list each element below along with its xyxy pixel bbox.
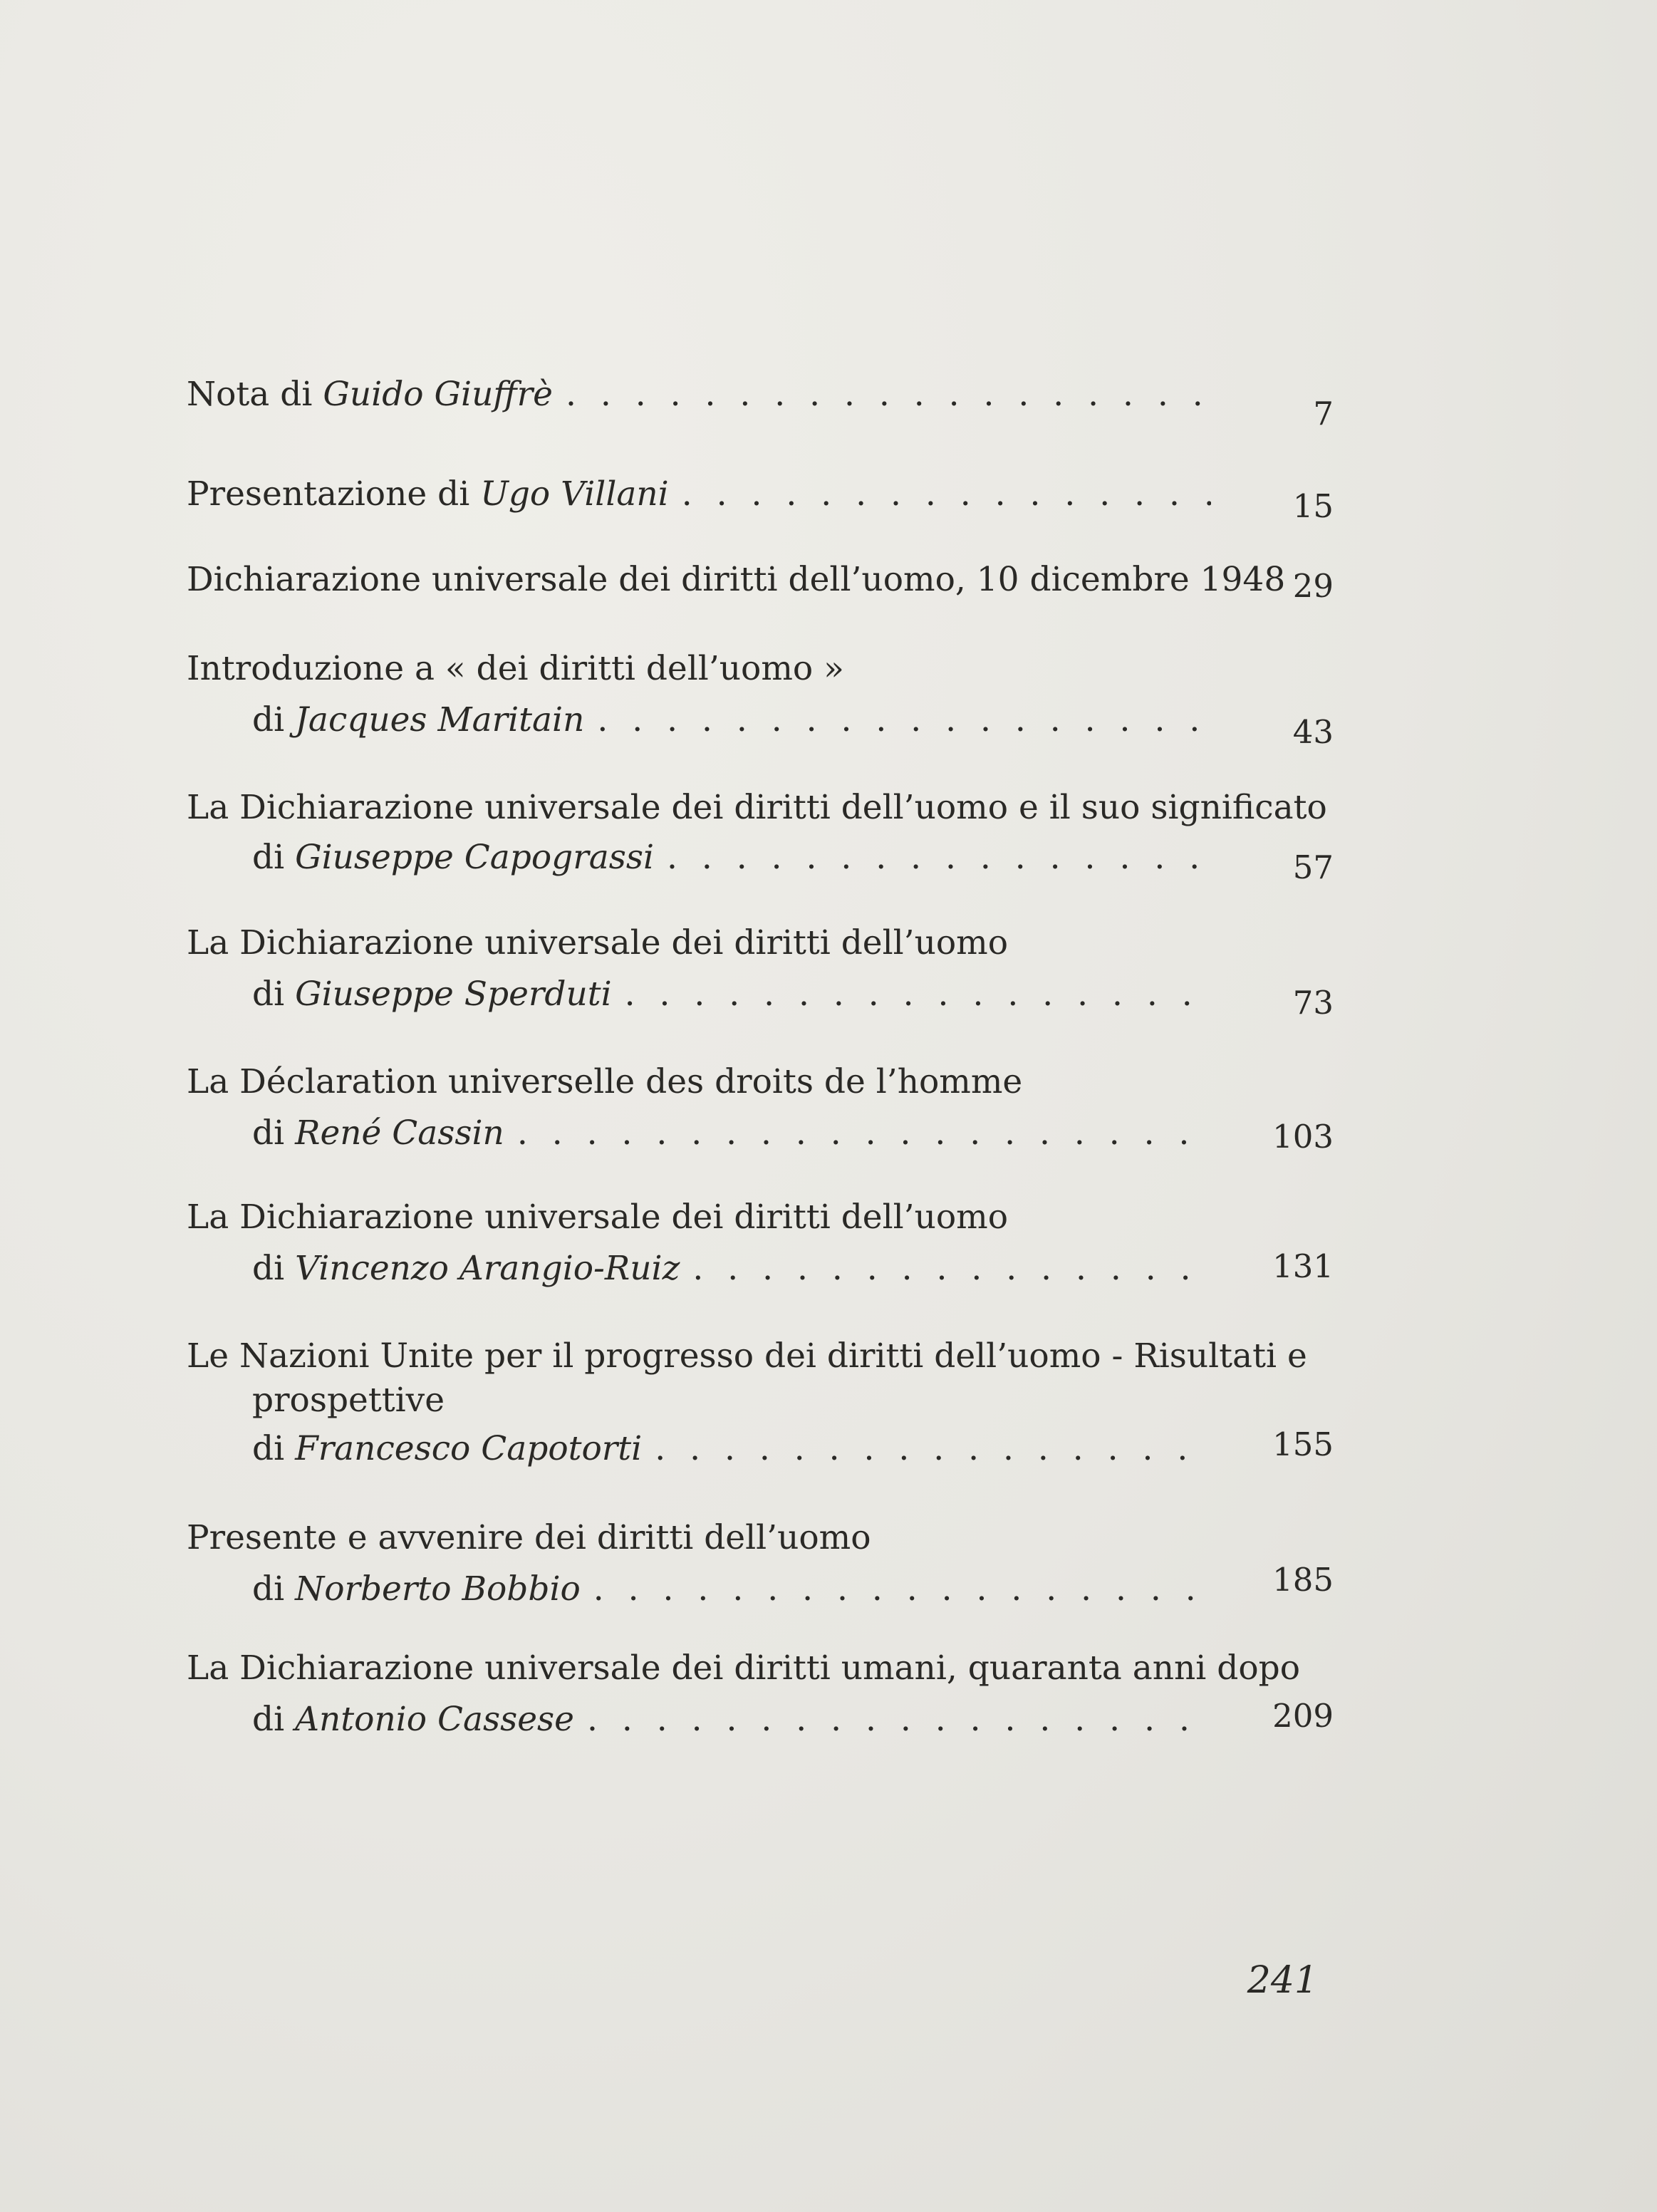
dot-leader — [566, 378, 1211, 411]
by-prefix: di — [252, 700, 285, 739]
toc-entry-author: Vincenzo Arangio-Ruiz — [295, 1249, 680, 1288]
toc-entry-page: 7 — [1313, 395, 1334, 432]
toc-entry-page: 15 — [1292, 487, 1334, 525]
by-prefix: di — [252, 1249, 285, 1288]
toc-entry-author: Jacques Maritain — [295, 700, 585, 739]
toc-entry-author: René Cassin — [295, 1113, 504, 1153]
toc-entry-page: 155 — [1272, 1426, 1334, 1463]
toc-entry-page: 131 — [1272, 1247, 1334, 1285]
by-prefix: di — [252, 975, 285, 1014]
toc-entry-title: Presentazione di — [187, 474, 470, 514]
toc-entry-title: Le Nazioni Unite per il progresso dei diritti dell’uomo - Risultati e — [187, 1336, 1307, 1376]
dot-leader — [587, 1703, 1211, 1736]
toc-entry-page: 73 — [1292, 984, 1334, 1022]
toc-entry-title: La Dichiarazione universale dei diritti dell’uomo — [187, 1198, 1009, 1237]
toc-entry-author: Giuseppe Sperduti — [295, 975, 612, 1014]
toc-entry-page: 43 — [1292, 713, 1334, 751]
toc-entry-title: Introduzione a « dei diritti dell’uomo » — [187, 649, 844, 688]
page-number: 241 — [1247, 1959, 1318, 2002]
toc-entry-page: 209 — [1272, 1697, 1334, 1735]
toc-entry-title: La Dichiarazione universale dei diritti dell’uomo e il suo significato — [187, 788, 1327, 827]
toc-entry-title: Dichiarazione universale dei diritti dell’uomo, 10 dicembre 1948 — [187, 560, 1286, 599]
dot-leader — [597, 703, 1211, 737]
toc-entry-page: 103 — [1272, 1118, 1334, 1156]
dot-leader — [655, 1432, 1211, 1465]
by-prefix: di — [252, 1700, 285, 1739]
toc-entry-title: Presente e avvenire dei diritti dell’uomo — [187, 1518, 871, 1557]
dot-leader — [682, 477, 1211, 511]
dot-leader — [692, 1252, 1211, 1285]
toc-entry-title: La Dichiarazione universale dei diritti umani, quaranta anni dopo — [187, 1648, 1301, 1688]
by-prefix: di — [252, 1113, 285, 1153]
by-prefix: di — [252, 1569, 285, 1609]
dot-leader — [517, 1116, 1211, 1150]
toc-entry-title: Nota di — [187, 375, 313, 414]
by-prefix: di — [252, 838, 285, 877]
toc-entry-author: Giuseppe Capograssi — [295, 838, 654, 877]
dot-leader — [625, 977, 1211, 1011]
toc-entry-author: Guido Giuffrè — [323, 375, 553, 414]
dot-leader — [667, 841, 1211, 874]
toc-entry-author: Francesco Capotorti — [295, 1429, 643, 1468]
toc-entry-title: La Dichiarazione universale dei diritti dell’uomo — [187, 923, 1009, 962]
toc-entry-page: 57 — [1292, 848, 1334, 886]
by-prefix: di — [252, 1429, 285, 1468]
toc-entry-page: 29 — [1292, 567, 1334, 605]
toc-entry-author: Antonio Cassese — [295, 1700, 574, 1739]
toc-entry-page: 185 — [1272, 1561, 1334, 1599]
toc-entry-author: Ugo Villani — [480, 474, 669, 514]
toc-entry-title: La Déclaration universelle des droits de l’homme — [187, 1062, 1023, 1101]
toc-entry-title-continued: prospettive — [252, 1381, 445, 1420]
toc-entry-author: Norberto Bobbio — [295, 1569, 581, 1609]
dot-leader — [593, 1572, 1211, 1606]
